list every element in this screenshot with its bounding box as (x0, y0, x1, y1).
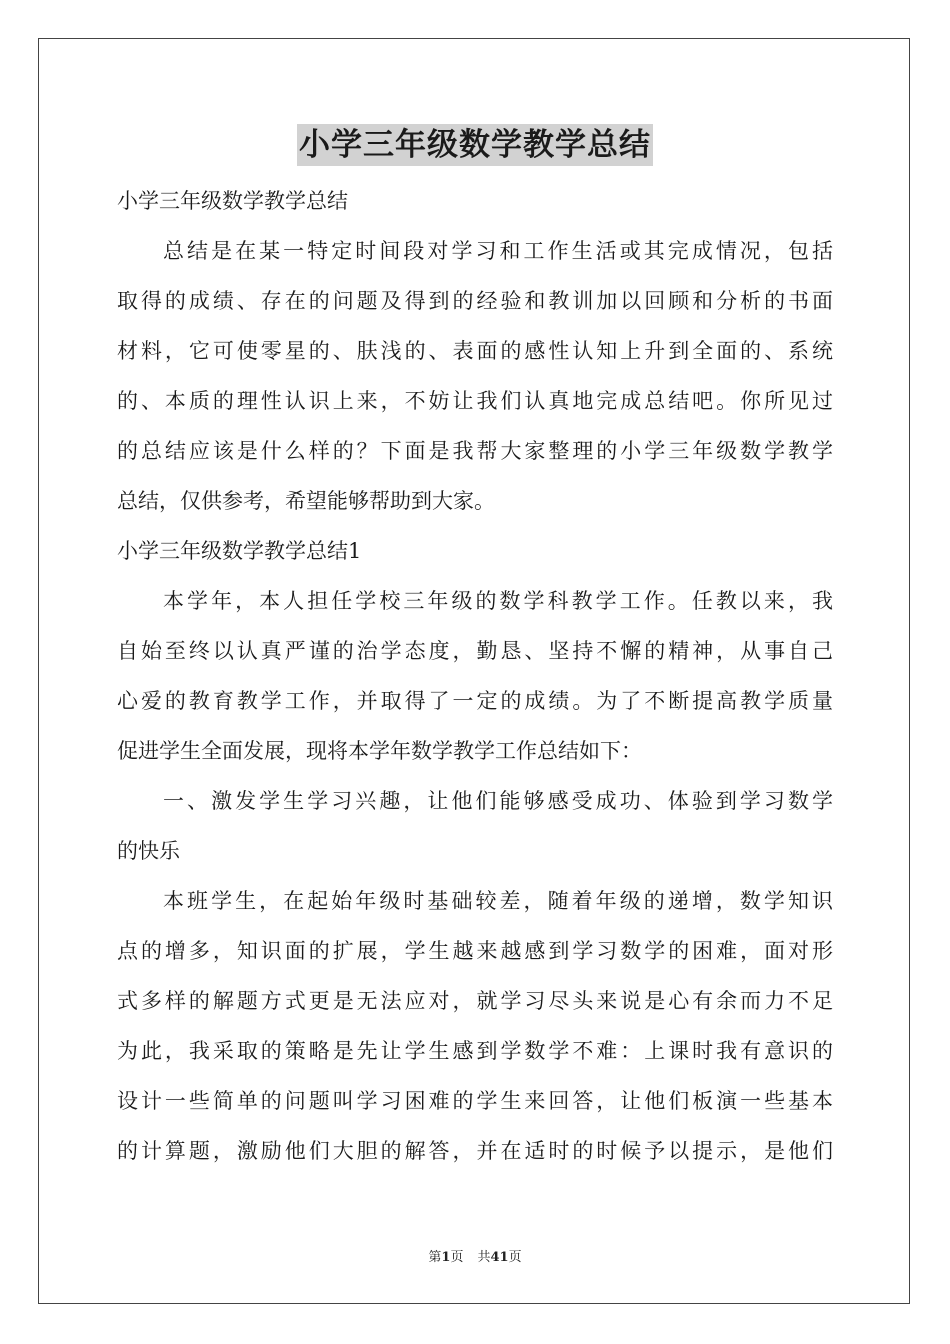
text-line: 一、激发学生学习兴趣，让他们能够感受成功、体验到学习数学 (163, 789, 833, 813)
document-body (117, 176, 833, 1176)
text-line: 本班学生，在起始年级时基础较差，随着年级的递增，数学知识 (163, 889, 833, 913)
text-line: 总结，仅供参考，希望能够帮助到大家。 (117, 489, 495, 513)
text-line: 心爱的教育教学工作，并取得了一定的成绩。为了不断提高教学质量 (117, 689, 833, 713)
text-line: 材料，它可使零星的、肤浅的、表面的感性认知上升到全面的、系统 (117, 339, 833, 363)
text-line: 小学三年级数学教学总结1 (117, 539, 362, 563)
page-number-suffix: 页 (450, 1250, 464, 1265)
text-line: 小学三年级数学教学总结 (117, 189, 348, 213)
page-total-suffix: 页 (508, 1250, 522, 1265)
text-line: 为此，我采取的策略是先让学生感到学数学不难：上课时我有意识的 (117, 1039, 833, 1063)
text-line: 本学年，本人担任学校三年级的数学科教学工作。任教以来，我 (163, 589, 833, 613)
document-title: 小学三年级数学教学总结 (297, 124, 653, 166)
text-line: 促进学生全面发展，现将本学年数学教学工作总结如下： (117, 739, 642, 763)
text-line: 自始至终以认真严谨的治学态度，勤恳、坚持不懈的精神，从事自己 (117, 639, 833, 663)
page-total-prefix: 共 (477, 1250, 491, 1265)
title-container (0, 124, 950, 166)
page-footer (0, 1246, 950, 1265)
text-line: 式多样的解题方式更是无法应对，就学习尽头来说是心有余而力不足 (117, 989, 833, 1013)
text-line: 的快乐 (117, 839, 180, 863)
page-number-prefix: 第 (428, 1250, 442, 1265)
text-line: 的总结应该是什么样的？下面是我帮大家整理的小学三年级数学教学 (117, 439, 833, 463)
text-line: 取得的成绩、存在的问题及得到的经验和教训加以回顾和分析的书面 (117, 289, 833, 313)
text-line: 设计一些简单的问题叫学习困难的学生来回答，让他们板演一些基本 (117, 1089, 833, 1113)
text-line: 的、本质的理性认识上来，不妨让我们认真地完成总结吧。你所见过 (117, 389, 833, 413)
page-number-current: 1 (441, 1250, 451, 1265)
text-line: 的计算题，激励他们大胆的解答，并在适时的时候予以提示，是他们 (117, 1139, 833, 1163)
text-line: 点的增多，知识面的扩展，学生越来越感到学习数学的困难，面对形 (117, 939, 833, 963)
text-line: 总结是在某一特定时间段对学习和工作生活或其完成情况，包括 (163, 239, 833, 263)
page-total: 41 (490, 1250, 509, 1265)
